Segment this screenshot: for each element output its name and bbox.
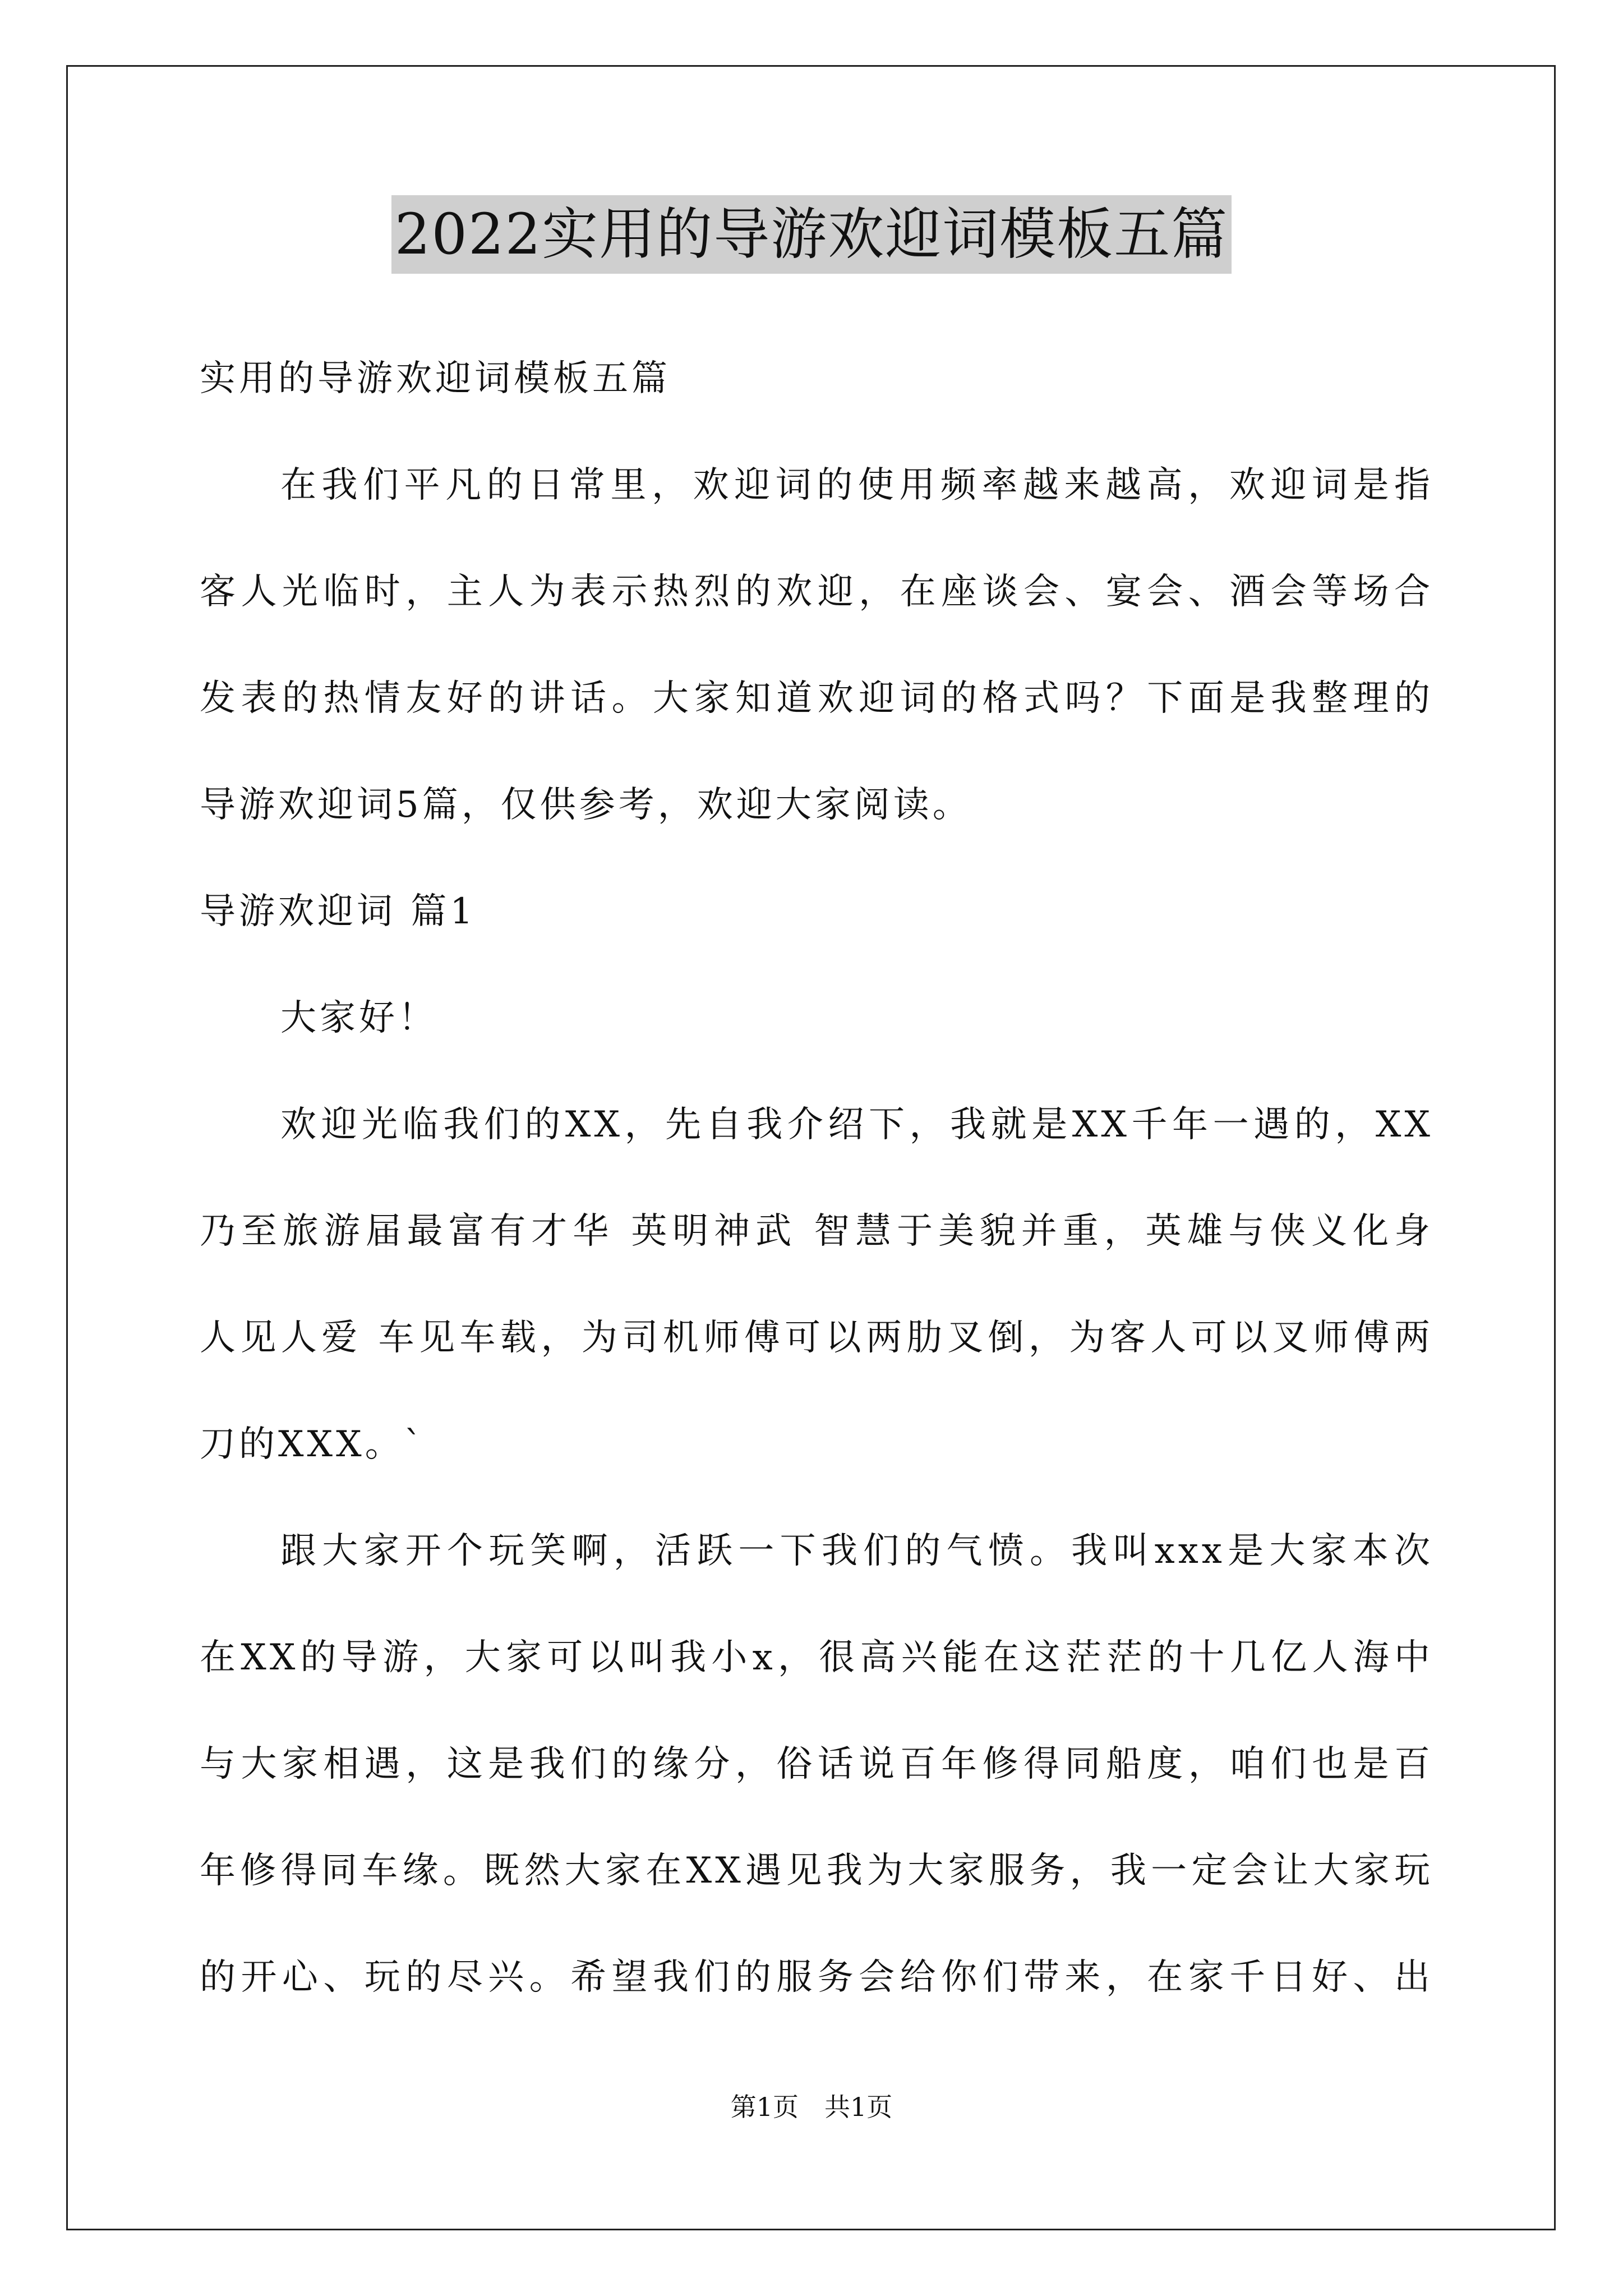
page-number-footer: 第1页 共1页 (730, 2092, 893, 2122)
subtitle-line: 实用的导游欢迎词模板五篇 (200, 358, 671, 399)
paragraph-line: 刀的XXX。` (200, 1424, 426, 1465)
paragraph-line: 乃至旅游届最富有才华 英明神武 智慧于美貌并重，英雄与侠义化身 (200, 1211, 1433, 1252)
paragraph-line: 跟大家开个玩笑啊，活跃一下我们的气愤。我叫xxx是大家本次 (280, 1530, 1433, 1572)
paragraph-line: 导游欢迎词5篇，仅供参考，欢迎大家阅读。 (200, 784, 972, 826)
paragraph-line: 在XX的导游，大家可以叫我小x，很高兴能在这茫茫的十几亿人海中 (200, 1637, 1433, 1678)
title-container (0, 195, 1623, 274)
paragraph-line: 发表的热情友好的讲话。大家知道欢迎词的格式吗？下面是我整理的 (200, 678, 1433, 719)
paragraph-line: 在我们平凡的日常里，欢迎词的使用频率越来越高，欢迎词是指 (280, 464, 1433, 506)
paragraph-line: 年修得同车缘。既然大家在XX遇见我为大家服务，我一定会让大家玩 (200, 1850, 1433, 1892)
paragraph-line: 的开心、玩的尽兴。希望我们的服务会给你们带来，在家千日好、出 (200, 1957, 1433, 1998)
paragraph-line: 与大家相遇，这是我们的缘分，俗话说百年修得同船度，咱们也是百 (200, 1743, 1433, 1785)
greeting-line: 大家好！ (280, 997, 437, 1039)
paragraph-line: 欢迎光临我们的XX，先自我介绍下，我就是XX千年一遇的，XX (280, 1104, 1433, 1145)
paragraph-line: 客人光临时，主人为表示热烈的欢迎，在座谈会、宴会、酒会等场合 (200, 571, 1433, 613)
document-title: 2022实用的导游欢迎词模板五篇 (391, 195, 1232, 274)
section-heading: 导游欢迎词 篇1 (200, 891, 477, 932)
paragraph-line: 人见人爱 车见车载，为司机师傅可以两肋叉倒，为客人可以叉师傅两 (200, 1317, 1433, 1359)
